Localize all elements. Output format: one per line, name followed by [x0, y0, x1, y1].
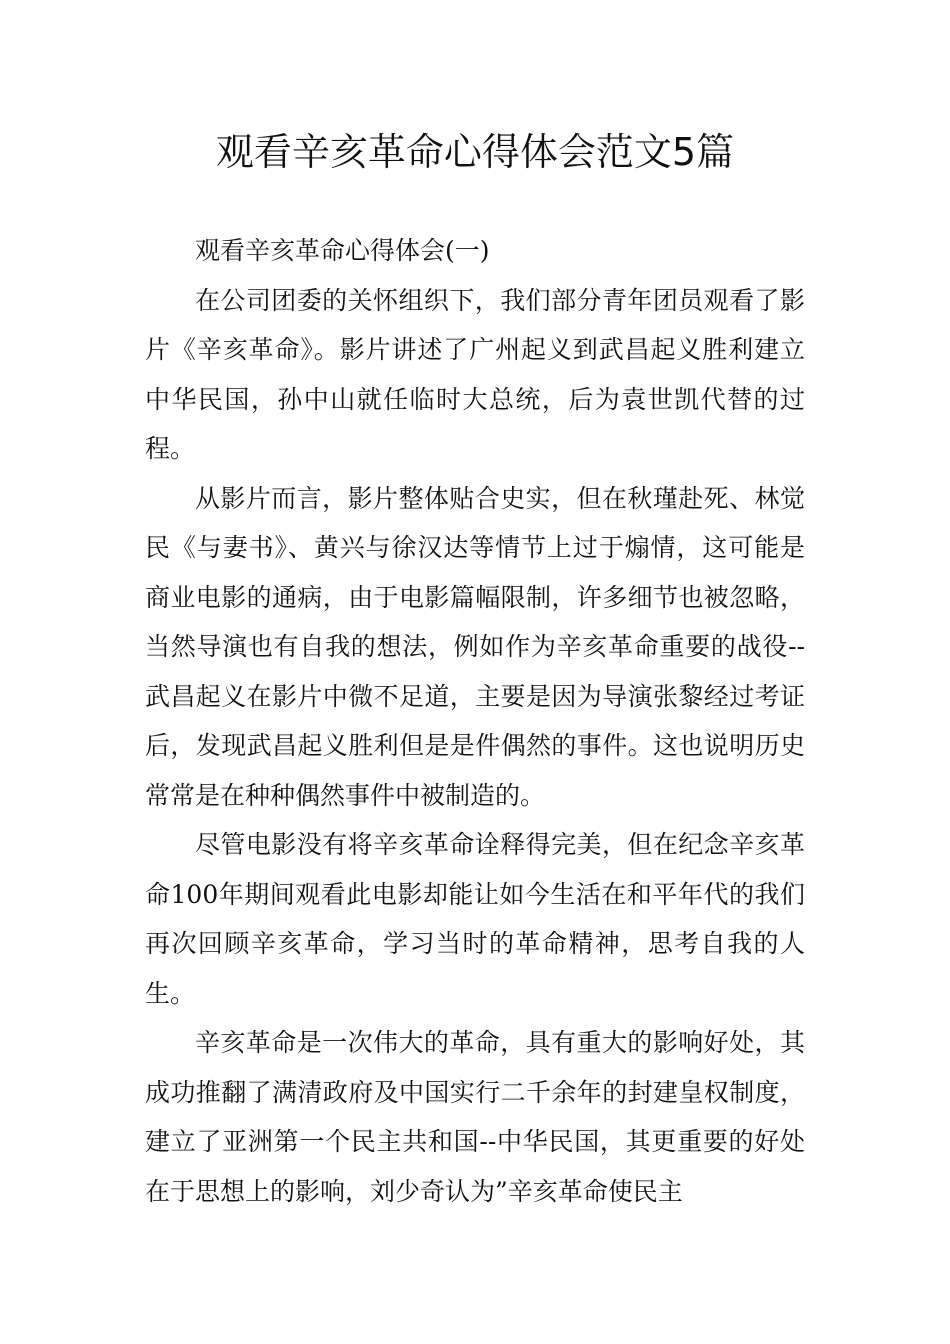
paragraph-subheading: 观看辛亥革命心得体会(一) [195, 236, 490, 265]
paragraph: 辛亥革命是一次伟大的革命，具有重大的影响好处，其成功推翻了满清政府及中国实行二千余年的封建皇权制度，建立了亚洲第一个民主共和国--中华民国，其更重要的好处在于思想上的影响，刘少奇认为”辛亥革命使民主 [145, 1028, 805, 1206]
paragraph: 尽管电影没有将辛亥革命诠释得完美，但在纪念辛亥革命100年期间观看此电影却能让如今生活在和平年代的我们再次回顾辛亥革命，学习当时的革命精神，思考自我的人生。 [145, 830, 805, 1008]
document-body [145, 226, 805, 1216]
document-title: 观看辛亥革命心得体会范文5篇 [215, 130, 735, 174]
paragraph: 从影片而言，影片整体贴合史实，但在秋瑾赴死、林觉民《与妻书》、黄兴与徐汉达等情节上过于煽情，这可能是商业电影的通病，由于电影篇幅限制，许多细节也被忽略，当然导演也有自我的想法，例如作为辛亥革命重要的战役--武昌起义在影片中微不足道，主要是因为导演张黎经过考证后，发现武昌起义胜利但是是件偶然的事件。这也说明历史常常是在种种偶然事件中被制造的。 [145, 483, 805, 810]
paragraph: 在公司团委的关怀组织下，我们部分青年团员观看了影片《辛亥革命》。影片讲述了广州起义到武昌起义胜利建立中华民国，孙中山就任临时大总统，后为袁世凯代替的过程。 [145, 285, 805, 463]
